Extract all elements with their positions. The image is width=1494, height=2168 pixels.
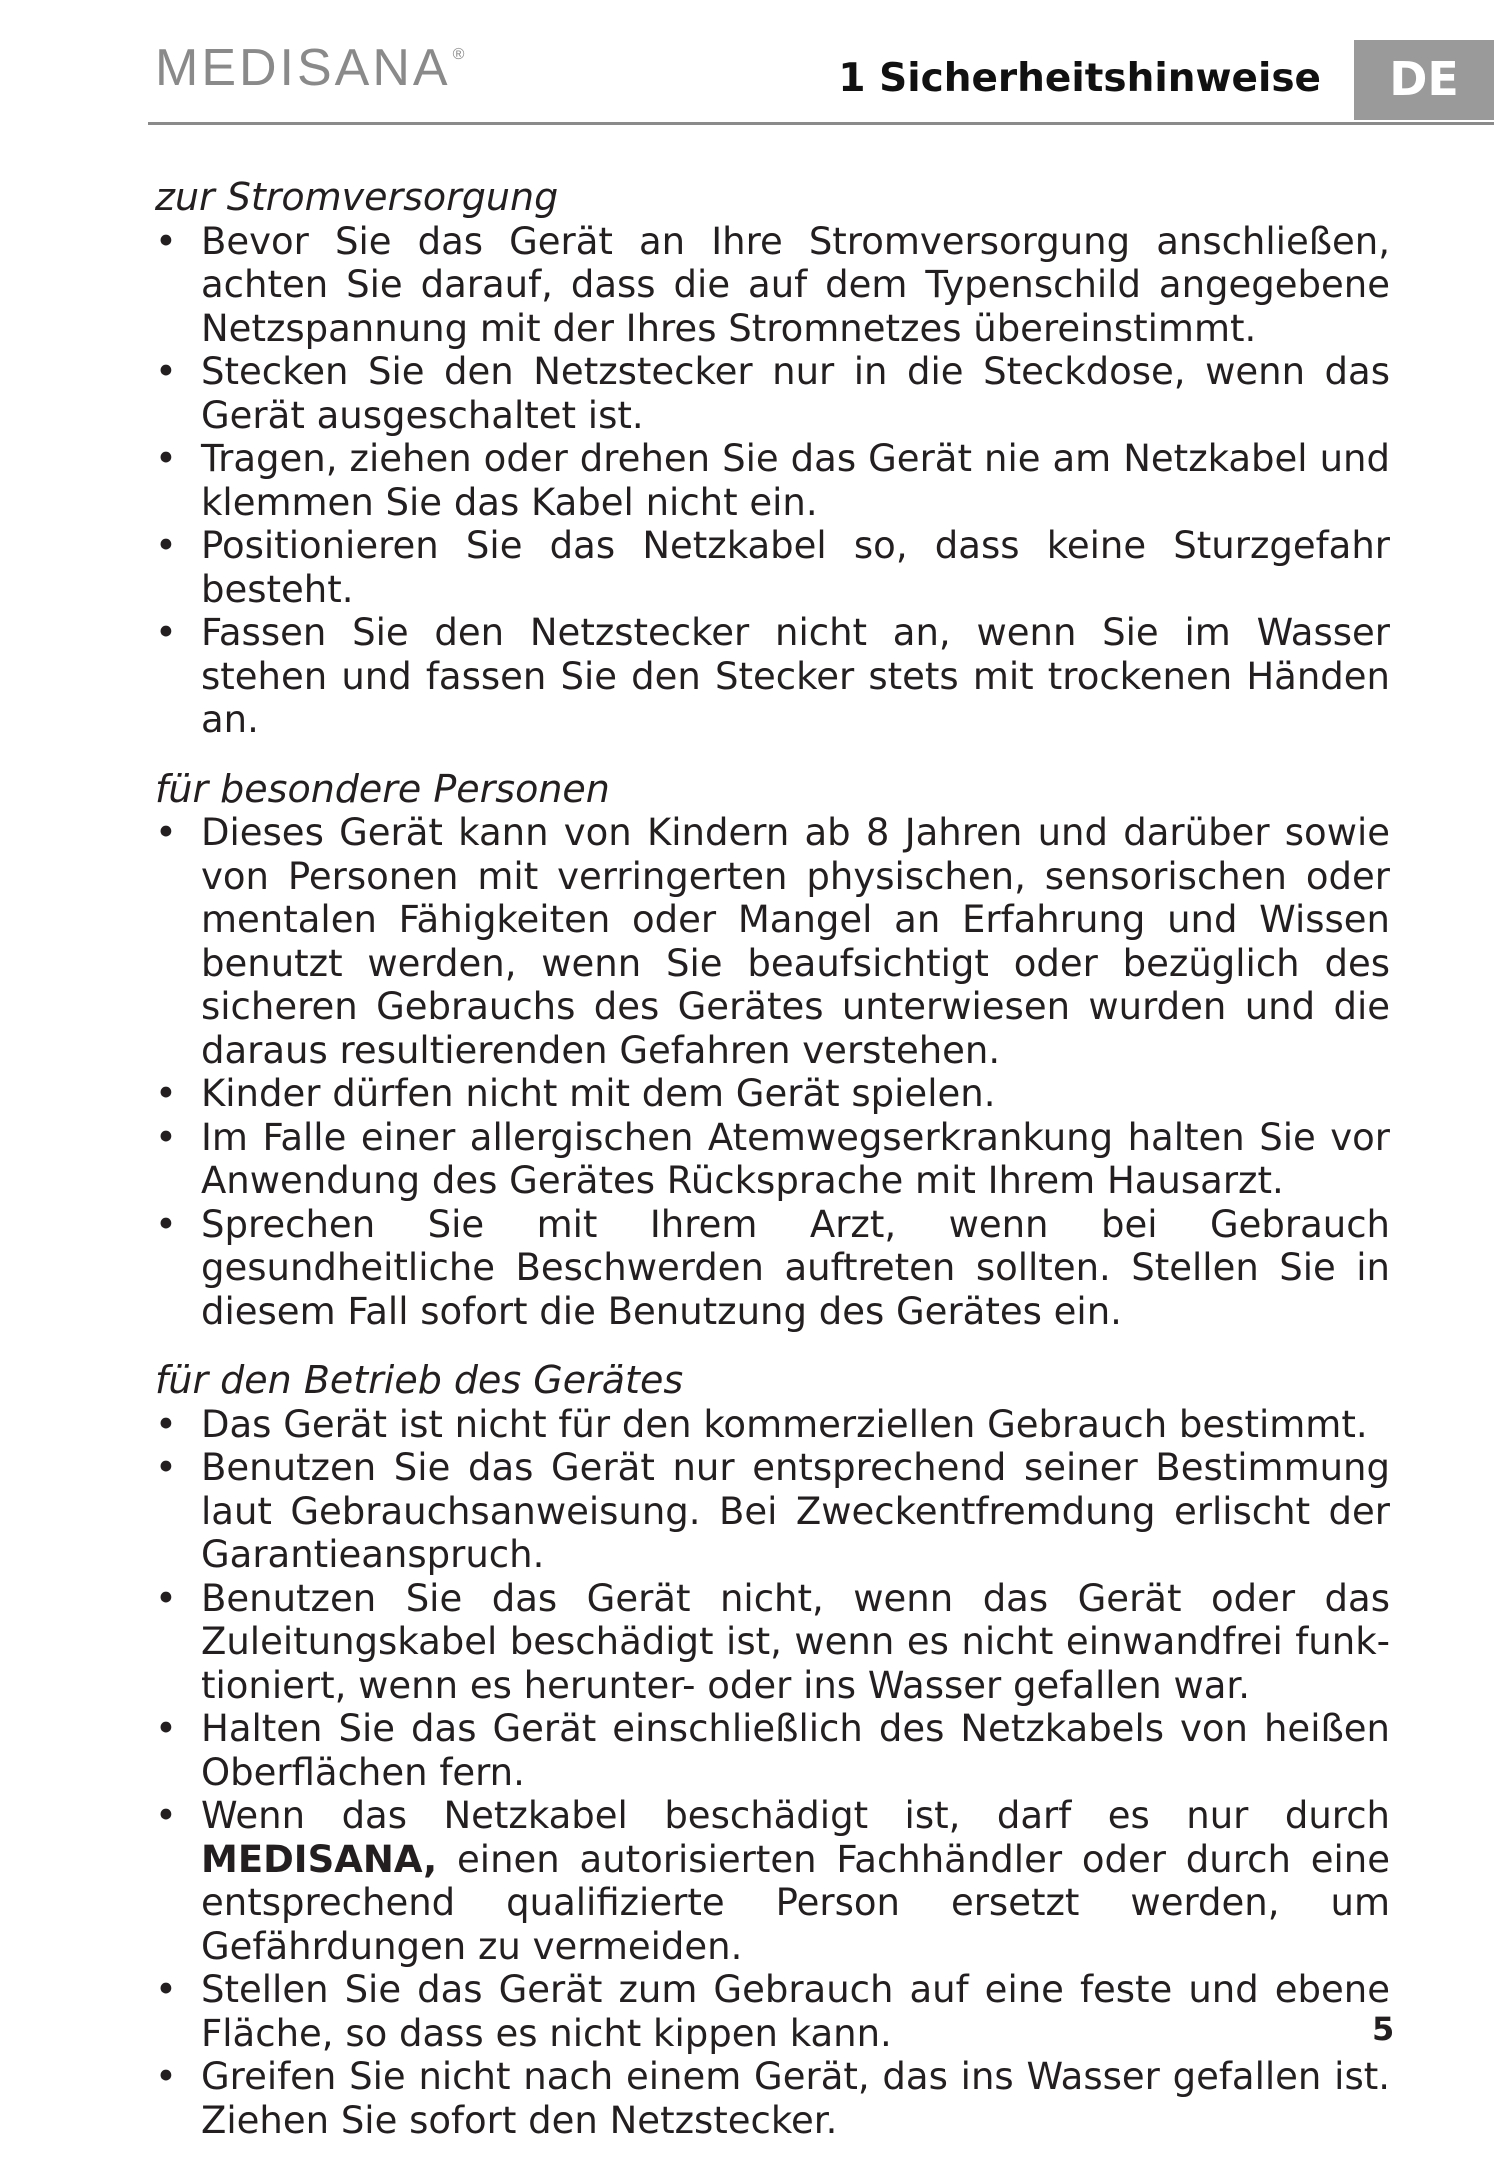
brand-name: MEDISANA,	[201, 1837, 438, 1881]
list-item-text: Greifen Sie nicht nach einem Gerät, das ins Wasser gefallen ist. Ziehen Sie sofort den Netzstecker.	[201, 2055, 1390, 2142]
list-item-text: Fassen Sie den Netzstecker nicht an, wenn Sie im Wasser stehen und fassen Sie den Stecker stets mit trockenen Händen an.	[201, 611, 1390, 741]
list-item-text: Dieses Gerät kann von Kindern ab 8 Jahren und darüber sowie von Personen mit verringerten physischen, sensorischen oder mentalen Fähigkeiten oder Mangel an Erfahrung und Wissen benutzt werden, wenn Sie beaufsichtigt oder bezüglich des sicheren Gebrauchs des Gerätes unterwiesen wurden und die daraus resultierenden Gefahren verstehen.	[201, 811, 1390, 1072]
list-item	[155, 1446, 1390, 1577]
bullet-list-operation	[155, 1403, 1390, 2143]
bullet-icon: •	[155, 437, 177, 480]
list-item-text: einen autorisierten Fachhändler oder durch eine entsprechend qualifizierte Person ersetzt werden, um Gefährdungen zu vermeiden.	[201, 1837, 1390, 1968]
brand-logo	[155, 38, 467, 98]
bullet-icon: •	[155, 350, 177, 393]
list-item-text: Kinder dürfen nicht mit dem Gerät spielen.	[201, 1072, 996, 1115]
list-item	[155, 1577, 1390, 1708]
list-item	[155, 1203, 1390, 1334]
bullet-icon: •	[155, 1968, 177, 2011]
list-item-text: Benutzen Sie das Gerät nicht, wenn das Gerät oder das Zuleitungskabel beschädigt ist, wenn es nicht einwandfrei funktioniert, wenn es herunter- oder ins Wasser gefallen war.	[201, 1576, 1390, 1707]
safety-content	[155, 176, 1390, 2168]
bullet-icon: •	[155, 1402, 177, 1446]
brand-logo-text: MEDISANA	[155, 39, 451, 97]
list-item	[155, 220, 1390, 351]
list-item	[155, 437, 1390, 524]
list-item-text: Wenn das Netzkabel beschädigt ist, darf es nur durch	[201, 1794, 1390, 1837]
list-item	[155, 1072, 1390, 1116]
list-item-text: Das Gerät ist nicht für den kommerziellen Gebrauch bestimmt.	[201, 1402, 1368, 1446]
section-heading-operation: für den Betrieb des Gerätes	[155, 1358, 684, 1402]
list-item-text: Benutzen Sie das Gerät nur entsprechend seiner Bestimmung laut Gebrauchsanweisung. Bei Zweckentfremdung erlischt der Garantieanspruch.	[201, 1446, 1390, 1576]
list-item	[155, 1794, 1390, 1968]
bullet-icon: •	[155, 1072, 177, 1115]
bullet-icon: •	[155, 1202, 177, 1246]
list-item-text: Halten Sie das Gerät einschließlich des Netzkabels von heißen Oberflächen fern.	[201, 1707, 1390, 1794]
list-item	[155, 1707, 1390, 1794]
list-item	[155, 611, 1390, 742]
bullet-list-persons	[155, 811, 1390, 1333]
bullet-list-power	[155, 220, 1390, 742]
list-item-text: Stecken Sie den Netzstecker nur in die Steckdose, wenn das Gerät ausgeschaltet ist.	[201, 350, 1390, 437]
bullet-icon: •	[155, 2055, 177, 2098]
section-heading-persons: für besondere Personen	[155, 766, 610, 811]
registered-mark: ®	[452, 46, 468, 63]
list-item	[155, 350, 1390, 437]
list-item-text: Sprechen Sie mit Ihrem Arzt, wenn bei Gebrauch gesundheitliche Beschwerden auftreten sollten. Stellen Sie in diesem Fall sofort die Benutzung des Gerätes ein.	[201, 1202, 1390, 1333]
bullet-icon: •	[155, 1446, 177, 1489]
section-title: 1 Sicherheitshinweise	[838, 56, 1321, 101]
list-item	[155, 1968, 1390, 2055]
bullet-icon: •	[155, 611, 177, 654]
bullet-icon: •	[155, 811, 177, 854]
list-item	[155, 524, 1390, 611]
list-item-text: Bevor Sie das Gerät an Ihre Stromversorgung anschließen, achten Sie darauf, dass die auf dem Typenschild angegebene Netzspannung mit der Ihres Stromnetzes übereinstimmt.	[201, 219, 1390, 350]
bullet-icon: •	[155, 219, 177, 263]
list-item-text: Positionieren Sie das Netzkabel so, dass keine Sturzgefahr besteht.	[201, 524, 1390, 611]
list-item	[155, 1403, 1390, 1447]
list-item-text: Stellen Sie das Gerät zum Gebrauch auf eine feste und ebene Fläche, so dass es nicht kippen kann.	[201, 1968, 1390, 2055]
bullet-icon: •	[155, 1707, 177, 1750]
list-item	[155, 811, 1390, 1072]
list-item-text: Im Falle einer allergischen Atemwegserkrankung halten Sie vor Anwendung des Gerätes Rücksprache mit Ihrem Hausarzt.	[201, 1115, 1390, 1202]
page-number: 5	[1372, 2010, 1395, 2048]
bullet-icon: •	[155, 1576, 177, 1620]
section-heading-power: zur Stromversorgung	[155, 175, 559, 219]
bullet-icon: •	[155, 1794, 177, 1837]
list-item	[155, 2055, 1390, 2142]
bullet-icon: •	[155, 1115, 177, 1159]
list-item	[155, 1116, 1390, 1203]
list-item-text: Tragen, ziehen oder drehen Sie das Gerät nie am Netzkabel und klemmen Sie das Kabel nicht ein.	[201, 437, 1390, 524]
language-tab: DE	[1354, 40, 1494, 120]
header-divider	[148, 122, 1494, 125]
bullet-icon: •	[155, 524, 177, 567]
